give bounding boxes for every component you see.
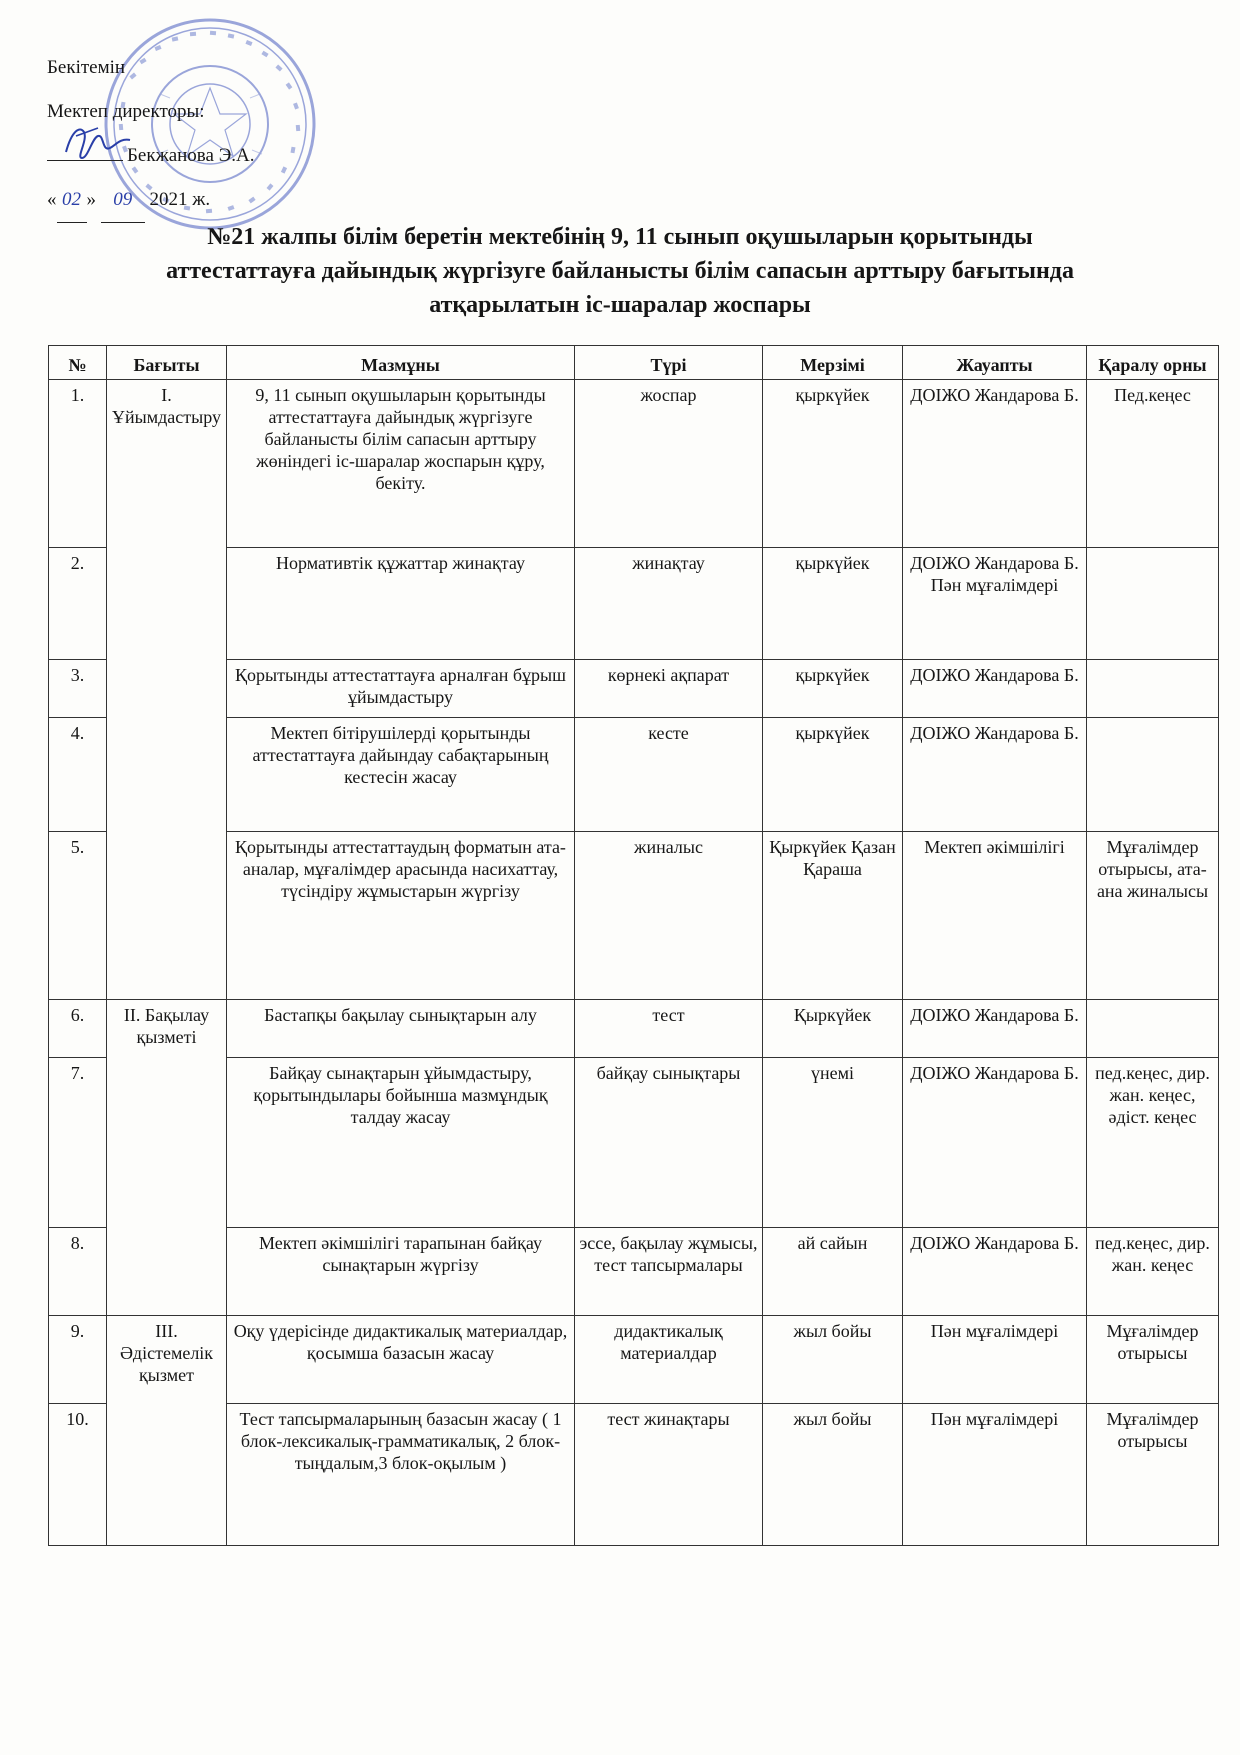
director-name: Бекжанова Э.А. bbox=[127, 145, 255, 166]
row-term: ай сайын bbox=[763, 1228, 903, 1316]
row-number: 7. bbox=[49, 1058, 107, 1228]
date-open-quote: « bbox=[47, 189, 57, 210]
date-day: 02 bbox=[57, 178, 87, 223]
row-responsible: ДОІЖО Жандарова Б. Пән мұғалімдері bbox=[903, 548, 1087, 660]
row-responsible: ДОІЖО Жандарова Б. bbox=[903, 1228, 1087, 1316]
row-content: Мектеп әкімшілігі тарапынан байқау сынақтарын жүргізу bbox=[227, 1228, 575, 1316]
row-type: жиналыс bbox=[575, 832, 763, 1000]
row-content: Байқау сынақтарын ұйымдастыру, қорытындылары бойынша мазмұндық талдау жасау bbox=[227, 1058, 575, 1228]
row-type: кесте bbox=[575, 718, 763, 832]
title-line-3: атқарылатын іс-шаралар жоспары bbox=[429, 292, 811, 318]
row-place bbox=[1087, 1000, 1219, 1058]
table-row bbox=[49, 1000, 1219, 1058]
row-content: Қорытынды аттестаттаудың форматын ата-аналар, мұғалімдер арасында насихаттау, түсіндіру жұмыстарын жүргізу bbox=[227, 832, 575, 1000]
row-number: 8. bbox=[49, 1228, 107, 1316]
header-term: Мерзімі bbox=[763, 346, 903, 380]
row-number: 2. bbox=[49, 548, 107, 660]
row-responsible: Пән мұғалімдері bbox=[903, 1316, 1087, 1404]
table-row bbox=[49, 380, 1219, 548]
row-number: 4. bbox=[49, 718, 107, 832]
row-content: Мектеп бітірушілерді қорытынды аттестаттауға дайындау сабақтарының кестесін жасау bbox=[227, 718, 575, 832]
header-place: Қаралу орны bbox=[1087, 346, 1219, 380]
row-type: тест жинақтары bbox=[575, 1404, 763, 1546]
row-number: 6. bbox=[49, 1000, 107, 1058]
row-responsible: ДОІЖО Жандарова Б. bbox=[903, 660, 1087, 718]
table-row bbox=[49, 1316, 1219, 1404]
row-term: қыркүйек bbox=[763, 548, 903, 660]
row-content: Қорытынды аттестаттауға арналған бұрыш ұйымдастыру bbox=[227, 660, 575, 718]
row-number: 10. bbox=[49, 1404, 107, 1546]
row-place: Пед.кеңес bbox=[1087, 380, 1219, 548]
direction-cell: І. Ұйымдастыру bbox=[107, 380, 227, 1000]
row-type: көрнекі ақпарат bbox=[575, 660, 763, 718]
director-signature-line bbox=[47, 134, 254, 178]
row-term: қыркүйек bbox=[763, 380, 903, 548]
row-place: пед.кеңес, дир. жан. кеңес, әдіст. кеңес bbox=[1087, 1058, 1219, 1228]
row-term: қыркүйек bbox=[763, 718, 903, 832]
header-content: Мазмұны bbox=[227, 346, 575, 380]
row-number: 1. bbox=[49, 380, 107, 548]
row-type: тест bbox=[575, 1000, 763, 1058]
row-place: Мұғалімдер отырысы bbox=[1087, 1316, 1219, 1404]
row-responsible: Пән мұғалімдері bbox=[903, 1404, 1087, 1546]
row-place: Мұғалімдер отырысы bbox=[1087, 1404, 1219, 1546]
date-month: 09 bbox=[101, 178, 145, 223]
row-content: Тест тапсырмаларының базасын жасау ( 1 блок-лексикалық-грамматикалық, 2 блок-тыңдалым,3 блок-оқылым ) bbox=[227, 1404, 575, 1546]
approve-label: Бекітемін bbox=[47, 57, 126, 78]
header-responsible: Жауапты bbox=[903, 346, 1087, 380]
row-term: Қыркүйек Қазан Қараша bbox=[763, 832, 903, 1000]
row-type: жоспар bbox=[575, 380, 763, 548]
row-content: Нормативтік құжаттар жинақтау bbox=[227, 548, 575, 660]
row-term: Қыркүйек bbox=[763, 1000, 903, 1058]
row-responsible: ДОІЖО Жандарова Б. bbox=[903, 380, 1087, 548]
row-responsible: ДОІЖО Жандарова Б. bbox=[903, 1000, 1087, 1058]
row-responsible: ДОІЖО Жандарова Б. bbox=[903, 1058, 1087, 1228]
row-responsible: ДОІЖО Жандарова Б. bbox=[903, 718, 1087, 832]
direction-cell: ІІ. Бақылау қызметі bbox=[107, 1000, 227, 1316]
row-content: Бастапқы бақылау сынықтарын алу bbox=[227, 1000, 575, 1058]
row-type: жинақтау bbox=[575, 548, 763, 660]
title-line-1: №21 жалпы білім беретін мектебінің 9, 11 сынып оқушыларын қорытынды bbox=[207, 224, 1033, 250]
row-place: Мұғалімдер отырысы, ата-ана жиналысы bbox=[1087, 832, 1219, 1000]
row-place bbox=[1087, 718, 1219, 832]
row-content: 9, 11 сынып оқушыларын қорытынды аттестаттауға дайындық жүргізуге байланысты білім сапасын арттыру жөніндегі іс-шаралар жоспарын құру, бекіту. bbox=[227, 380, 575, 548]
header-number: № bbox=[49, 346, 107, 380]
row-type: эссе, бақылау жұмысы, тест тапсырмалары bbox=[575, 1228, 763, 1316]
approval-block bbox=[47, 46, 254, 222]
row-type: байқау сынықтары bbox=[575, 1058, 763, 1228]
title-line-2: аттестаттауға дайындық жүргізуге байланысты білім сапасын арттыру бағытында bbox=[166, 258, 1074, 284]
row-responsible: Мектеп әкімшілігі bbox=[903, 832, 1087, 1000]
row-number: 5. bbox=[49, 832, 107, 1000]
row-number: 3. bbox=[49, 660, 107, 718]
activity-plan-table bbox=[48, 345, 1219, 1546]
direction-cell: ІІІ. Әдістемелік қызмет bbox=[107, 1316, 227, 1546]
row-term: жыл бойы bbox=[763, 1316, 903, 1404]
table-header-row bbox=[49, 346, 1219, 380]
row-term: қыркүйек bbox=[763, 660, 903, 718]
date-year: 2021 ж. bbox=[149, 189, 211, 210]
signature-blank bbox=[47, 140, 123, 161]
row-term: үнемі bbox=[763, 1058, 903, 1228]
approval-date bbox=[47, 178, 254, 222]
row-number: 9. bbox=[49, 1316, 107, 1404]
row-place: пед.кеңес, дир. жан. кеңес bbox=[1087, 1228, 1219, 1316]
document-title bbox=[30, 220, 1210, 322]
date-close-quote: » bbox=[86, 189, 96, 210]
row-term: жыл бойы bbox=[763, 1404, 903, 1546]
row-content: Оқу үдерісінде дидактикалық материалдар, қосымша базасын жасау bbox=[227, 1316, 575, 1404]
header-direction: Бағыты bbox=[107, 346, 227, 380]
row-place bbox=[1087, 548, 1219, 660]
row-type: дидактикалық материалдар bbox=[575, 1316, 763, 1404]
director-position: Мектеп директоры: bbox=[47, 101, 205, 122]
row-place bbox=[1087, 660, 1219, 718]
header-type: Түрі bbox=[575, 346, 763, 380]
